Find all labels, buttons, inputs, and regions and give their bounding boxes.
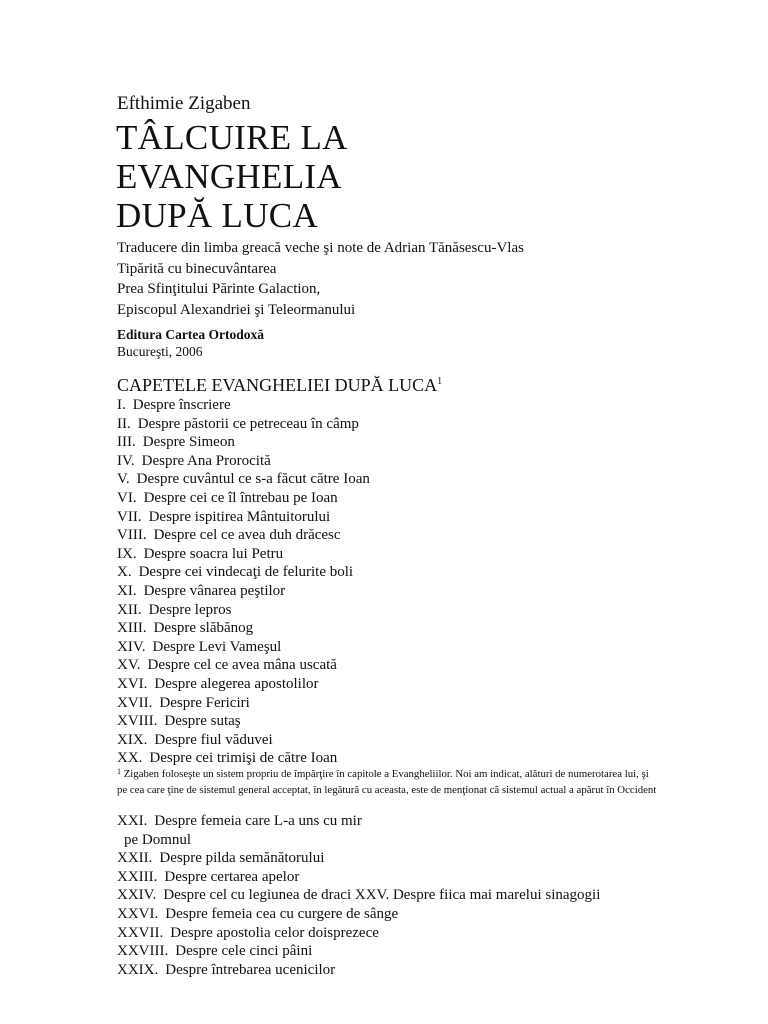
chapter-item: [117, 924, 600, 943]
title-line: TÂLCUIRE LA: [116, 118, 348, 157]
chapter-number: XXVI.: [117, 905, 159, 922]
chapter-item: [117, 831, 600, 850]
chapter-title: Despre ispitirea Mântuitorului: [148, 508, 331, 525]
chapter-title: Despre cele cinci pâini: [175, 943, 313, 960]
chapter-list: [117, 396, 370, 768]
chapter-number: XXIII.: [117, 868, 158, 885]
chapter-number: X.: [117, 564, 132, 581]
chapter-item: [117, 582, 370, 601]
chapter-item: [117, 508, 370, 527]
chapter-item: [117, 812, 600, 831]
chapter-title: Despre certarea apelor: [164, 868, 300, 885]
chapter-title: Despre pilda semănătorului: [159, 850, 325, 867]
chapter-item: [117, 470, 370, 489]
chapter-number: III.: [117, 434, 136, 451]
chapter-number: XIV.: [117, 638, 146, 655]
chapter-item: [117, 694, 370, 713]
blessing-line: Tipărită cu binecuvântarea: [117, 260, 277, 277]
chapter-number: XVI.: [117, 675, 148, 692]
chapter-number: XVII.: [117, 694, 153, 711]
chapter-title: Despre soacra lui Petru: [143, 545, 284, 562]
blessing-line: Episcopul Alexandriei şi Teleormanului: [117, 301, 356, 318]
chapter-number: V.: [117, 471, 130, 488]
chapter-number: XI.: [117, 582, 137, 599]
chapter-number: XXIX.: [117, 961, 159, 978]
chapter-number: XXVII.: [117, 924, 164, 941]
chapter-item: [117, 942, 600, 961]
chapter-number: XVIII.: [117, 713, 158, 730]
author-name: Efthimie Zigaben: [117, 93, 251, 114]
title-line: EVANGHELIA: [116, 157, 342, 196]
chapter-title: pe Domnul: [124, 831, 192, 848]
publisher-block: [117, 326, 264, 360]
chapter-number: VII.: [117, 508, 142, 525]
chapter-title: Despre fiul văduvei: [154, 731, 273, 748]
chapter-title: Despre Simeon: [142, 434, 235, 451]
chapter-number: VIII.: [117, 527, 147, 544]
book-title: [116, 118, 348, 235]
chapter-number: XXII.: [117, 850, 153, 867]
chapter-item: [117, 452, 370, 471]
chapter-title: Despre cei vindecaţi de felurite boli: [138, 564, 354, 581]
chapter-item: [117, 731, 370, 750]
chapter-title: Despre femeia cea cu curgere de sânge: [165, 905, 399, 922]
chapter-item: [117, 905, 600, 924]
chapter-number: XII.: [117, 601, 142, 618]
chapter-title: Despre cel ce avea duh drăcesc: [153, 527, 341, 544]
chapter-item: [117, 619, 370, 638]
chapter-item: [117, 638, 370, 657]
chapter-number: XXI.: [117, 813, 148, 829]
chapter-title: Despre femeia care L-a uns cu mir: [154, 813, 362, 829]
chapter-title: Despre lepros: [148, 601, 232, 618]
footnote: [117, 767, 657, 798]
footnote-mark: 1: [117, 767, 121, 776]
chapter-title: Despre alegerea apostolilor: [154, 675, 319, 692]
chapter-number: XXIV.: [117, 887, 157, 904]
chapter-item: [117, 601, 370, 620]
chapter-title: Despre apostolia celor doisprezece: [170, 924, 379, 941]
publisher-name: Editura Cartea Ortodoxă: [117, 327, 264, 342]
chapters-heading: [117, 374, 442, 396]
credits-block: [117, 238, 524, 320]
chapter-number: XIII.: [117, 620, 147, 637]
chapter-number: XX.: [117, 750, 143, 767]
chapter-item: [117, 849, 600, 868]
chapter-title: Despre Fericiri: [159, 694, 250, 711]
chapter-title: Despre cel ce avea mâna uscată: [147, 657, 337, 674]
chapter-number: XIX.: [117, 731, 148, 748]
chapter-item: [117, 433, 370, 452]
footnote-text: Zigaben foloseşte un sistem propriu de împărţire în capitole a Evangheliilor. Noi am indicat, alături de numerotarea lui, şi pe cea care ţine de sistemul general acceptat, în legătură cu aceasta, este de menţionat că sistemul actual a apărut în Occident: [117, 768, 657, 796]
chapter-number: XXVIII.: [117, 943, 169, 960]
chapter-item: [117, 526, 370, 545]
chapter-title: Despre cel cu legiunea de draci XXV. Despre fiica mai marelui sinagogii: [163, 887, 601, 904]
chapter-item: [117, 675, 370, 694]
chapter-number: I.: [117, 397, 126, 413]
title-line: DUPĂ LUCA: [116, 196, 319, 235]
chapter-title: Despre întrebarea ucenicilor: [165, 961, 336, 978]
chapter-title: Despre sutaş: [164, 713, 241, 730]
chapter-title: Despre cei trimişi de către Ioan: [149, 750, 338, 767]
translator-credit: Traducere din limba greacă veche şi note de Adrian Tănăsescu-Vlas: [117, 240, 524, 256]
chapter-item: [117, 396, 370, 415]
chapter-title: Despre cuvântul ce s-a făcut către Ioan: [136, 471, 370, 488]
footnote-ref: 1: [437, 376, 443, 387]
chapter-number: VI.: [117, 489, 137, 506]
chapter-number: IX.: [117, 545, 137, 562]
chapter-number: IV.: [117, 452, 135, 469]
chapter-title: Despre cei ce îl întrebau pe Ioan: [143, 489, 338, 506]
chapter-title: Despre Ana Prorocită: [141, 452, 271, 469]
publication-place-year: Bucureşti, 2006: [117, 344, 203, 359]
chapter-item: [117, 886, 600, 905]
chapter-list-continued: [117, 812, 600, 979]
chapter-item: [117, 563, 370, 582]
chapter-title: Despre slăbănog: [153, 620, 254, 637]
chapter-title: Despre păstorii ce petreceau în câmp: [137, 415, 359, 432]
chapter-item: [117, 545, 370, 564]
blessing-line: Prea Sfinţitului Părinte Galaction,: [117, 281, 321, 297]
chapter-title: Despre înscriere: [132, 397, 231, 413]
chapter-item: [117, 961, 600, 980]
chapter-item: [117, 656, 370, 675]
chapters-heading-text: CAPETELE EVANGHELIEI DUPĂ LUCA: [117, 375, 438, 395]
chapter-item: [117, 489, 370, 508]
chapter-item: [117, 712, 370, 731]
chapter-number: XV.: [117, 657, 141, 674]
chapter-item: [117, 749, 370, 768]
chapter-item: [117, 868, 600, 887]
chapter-number: II.: [117, 415, 131, 432]
chapter-title: Despre Levi Vameşul: [152, 638, 282, 655]
chapter-title: Despre vânarea peştilor: [143, 582, 286, 599]
chapter-item: [117, 415, 370, 434]
